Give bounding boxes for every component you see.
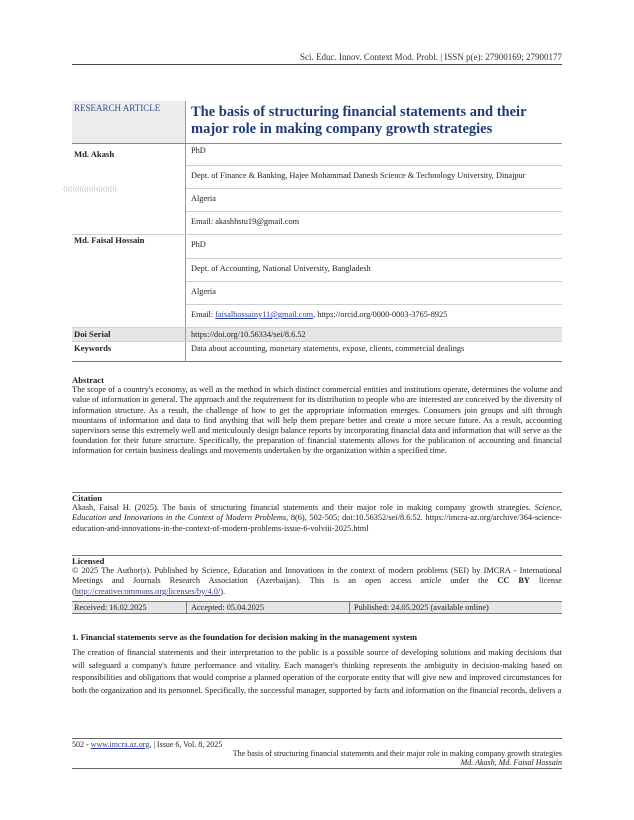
accepted-date: Accepted: 05.04.2025: [186, 602, 264, 613]
license-text: [72, 566, 562, 597]
author-2-affiliation: Dept. of Accounting, National University, Bangladesh: [186, 259, 563, 282]
doi-link[interactable]: https://doi.org/10.56334/sei/8.6.52: [186, 328, 563, 342]
footer-page-line: [72, 740, 222, 749]
running-header: Sci. Educ. Innov. Context Mod. Probl. | ISSN p(e): 27900169; 27900177: [300, 52, 562, 62]
author-2-email-link[interactable]: faisalhossainy11@gmail.com: [215, 310, 314, 319]
footer-title: The basis of structuring financial statements and their major role in making company growth strategies: [232, 749, 562, 758]
author-2-contact: [186, 305, 563, 328]
body-paragraph: The creation of financial statements and their interpretation to the public is a possible source of developing solutions and making decisions that will safeguard a company's future performance and vitality. Each manager's thinking represents the ambiguity in decision-making based on responsibilities and obligations that would comprise a planned operation of the corporate entity that will give new and improved circumstances for both the organization and its personnel. Specifically, the successful manager, supported by facts and information on the financial records, delivers a: [72, 648, 562, 695]
citation-suffix[interactable]: , 8(6), 502-505; doi:10.56352/sei/8.6.52. https://imcra-az.org/archive/364-science-education-and-innovations-in-the-context-of-modern-problems-issue-6-volviii-2025.html: [72, 513, 562, 533]
footer-issue: , | Issue 6, Vol. 8, 2025: [149, 740, 223, 749]
footer-rule-bottom: [72, 768, 562, 769]
side-decoration-top: ⟨⟨⟨⟨⟨⟨⟨⟨⟨⟨⟨⟨⟨⟨⟨⟨⟨⟨⟨⟨⟨⟨⟨: [63, 187, 117, 193]
author-2-degree: PhD: [186, 235, 563, 259]
author-2-name: Md. Faisal Hossain: [72, 235, 186, 328]
citation-section: [72, 493, 562, 534]
section-heading: 1. Financial statements serve as the foundation for decision making in the management system: [72, 632, 418, 642]
license-ccby: CC BY: [497, 576, 530, 586]
header-rule: [72, 64, 562, 65]
article-title: The basis of structuring financial statements and their major role in making company growth strategies: [186, 101, 563, 144]
author-1-email: Email: akashhstu19@gmail.com: [186, 212, 563, 235]
license-mid: license (: [72, 576, 562, 596]
footer-authors: Md. Akash, Md. Faisal Hossain: [460, 758, 562, 767]
license-body: © 2025 The Author(s). Published by Science, Education and Innovations in the context of modern problems (SEI) by IMCRA - International Meetings and Journals Research Association (Azerbaijan). This is an open access article under the: [72, 566, 562, 586]
received-date: Received: 16.02.2025: [74, 603, 147, 612]
author-1-name: Md. Akash: [72, 144, 186, 235]
citation-text: [72, 503, 562, 534]
keywords-label: Keywords: [72, 342, 186, 362]
article-type: RESEARCH ARTICLE: [72, 101, 186, 144]
abstract-heading: Abstract: [72, 375, 104, 385]
article-meta-table: [72, 101, 562, 362]
abstract-text: The scope of a country's economy, as well as the method in which distinct commercial entities and institutions operate, determines the volume and value of information in general. The approach and the requirement for its distribution to people who are interested are conceived by the diversity of information structure. As a result, the challenge of how to get the appropriate information emerges. Consumers join groups and sift through mountains of information and data to find anything that will help them prepare better and create a more secure future. As a result, accounting supervisors sense this extremely well and meticulously design balance reports by incorporating financial data and information that will serve as the foundation for their future structure. Specifically, the preparation of financial statements allows for the publication of accounting and financial information for certain business dealings and movements undertaken by the organization within a specified time.: [72, 385, 562, 456]
citation-heading: Citation: [72, 493, 103, 503]
author-1-affiliation: Dept. of Finance & Banking, Hajee Mohammad Danesh Science & Technology University, Dinajpur: [186, 166, 563, 189]
abstract-section: [72, 375, 562, 457]
footer-page-prefix: 502 -: [72, 740, 91, 749]
license-url-link[interactable]: http://creativecommons.org/licenses/by/4.0/: [74, 586, 221, 596]
license-heading: Licensed: [72, 556, 105, 566]
footer-site-link[interactable]: www.imcra.az.org: [90, 740, 150, 749]
author-2-country: Algeria: [186, 282, 563, 305]
license-section: [72, 556, 562, 597]
author-1-country: Algeria: [186, 189, 563, 212]
dates-bar: [72, 601, 562, 614]
citation-journal: Science, Education and Innovations in the Context of Modern Problems: [72, 503, 562, 523]
keywords-value: Data about accounting, monetary statements, expose, clients, commercial dealings: [186, 342, 563, 362]
author-2-orcid[interactable]: , https://orcid.org/0000-0003-3765-8925: [313, 310, 448, 319]
license-end: ).: [220, 586, 226, 596]
author-1-degree: PhD: [186, 144, 563, 166]
published-date: Published: 24.05.2025 (available online): [349, 602, 489, 613]
author-2-email-label: Email:: [191, 310, 216, 319]
citation-prefix: Akash, Faisal H. (2025). The basis of structuring financial statements and their major role in making company growth strategies.: [72, 503, 535, 513]
footer-rule: [72, 738, 562, 739]
doi-label: Doi Serial: [72, 328, 186, 342]
